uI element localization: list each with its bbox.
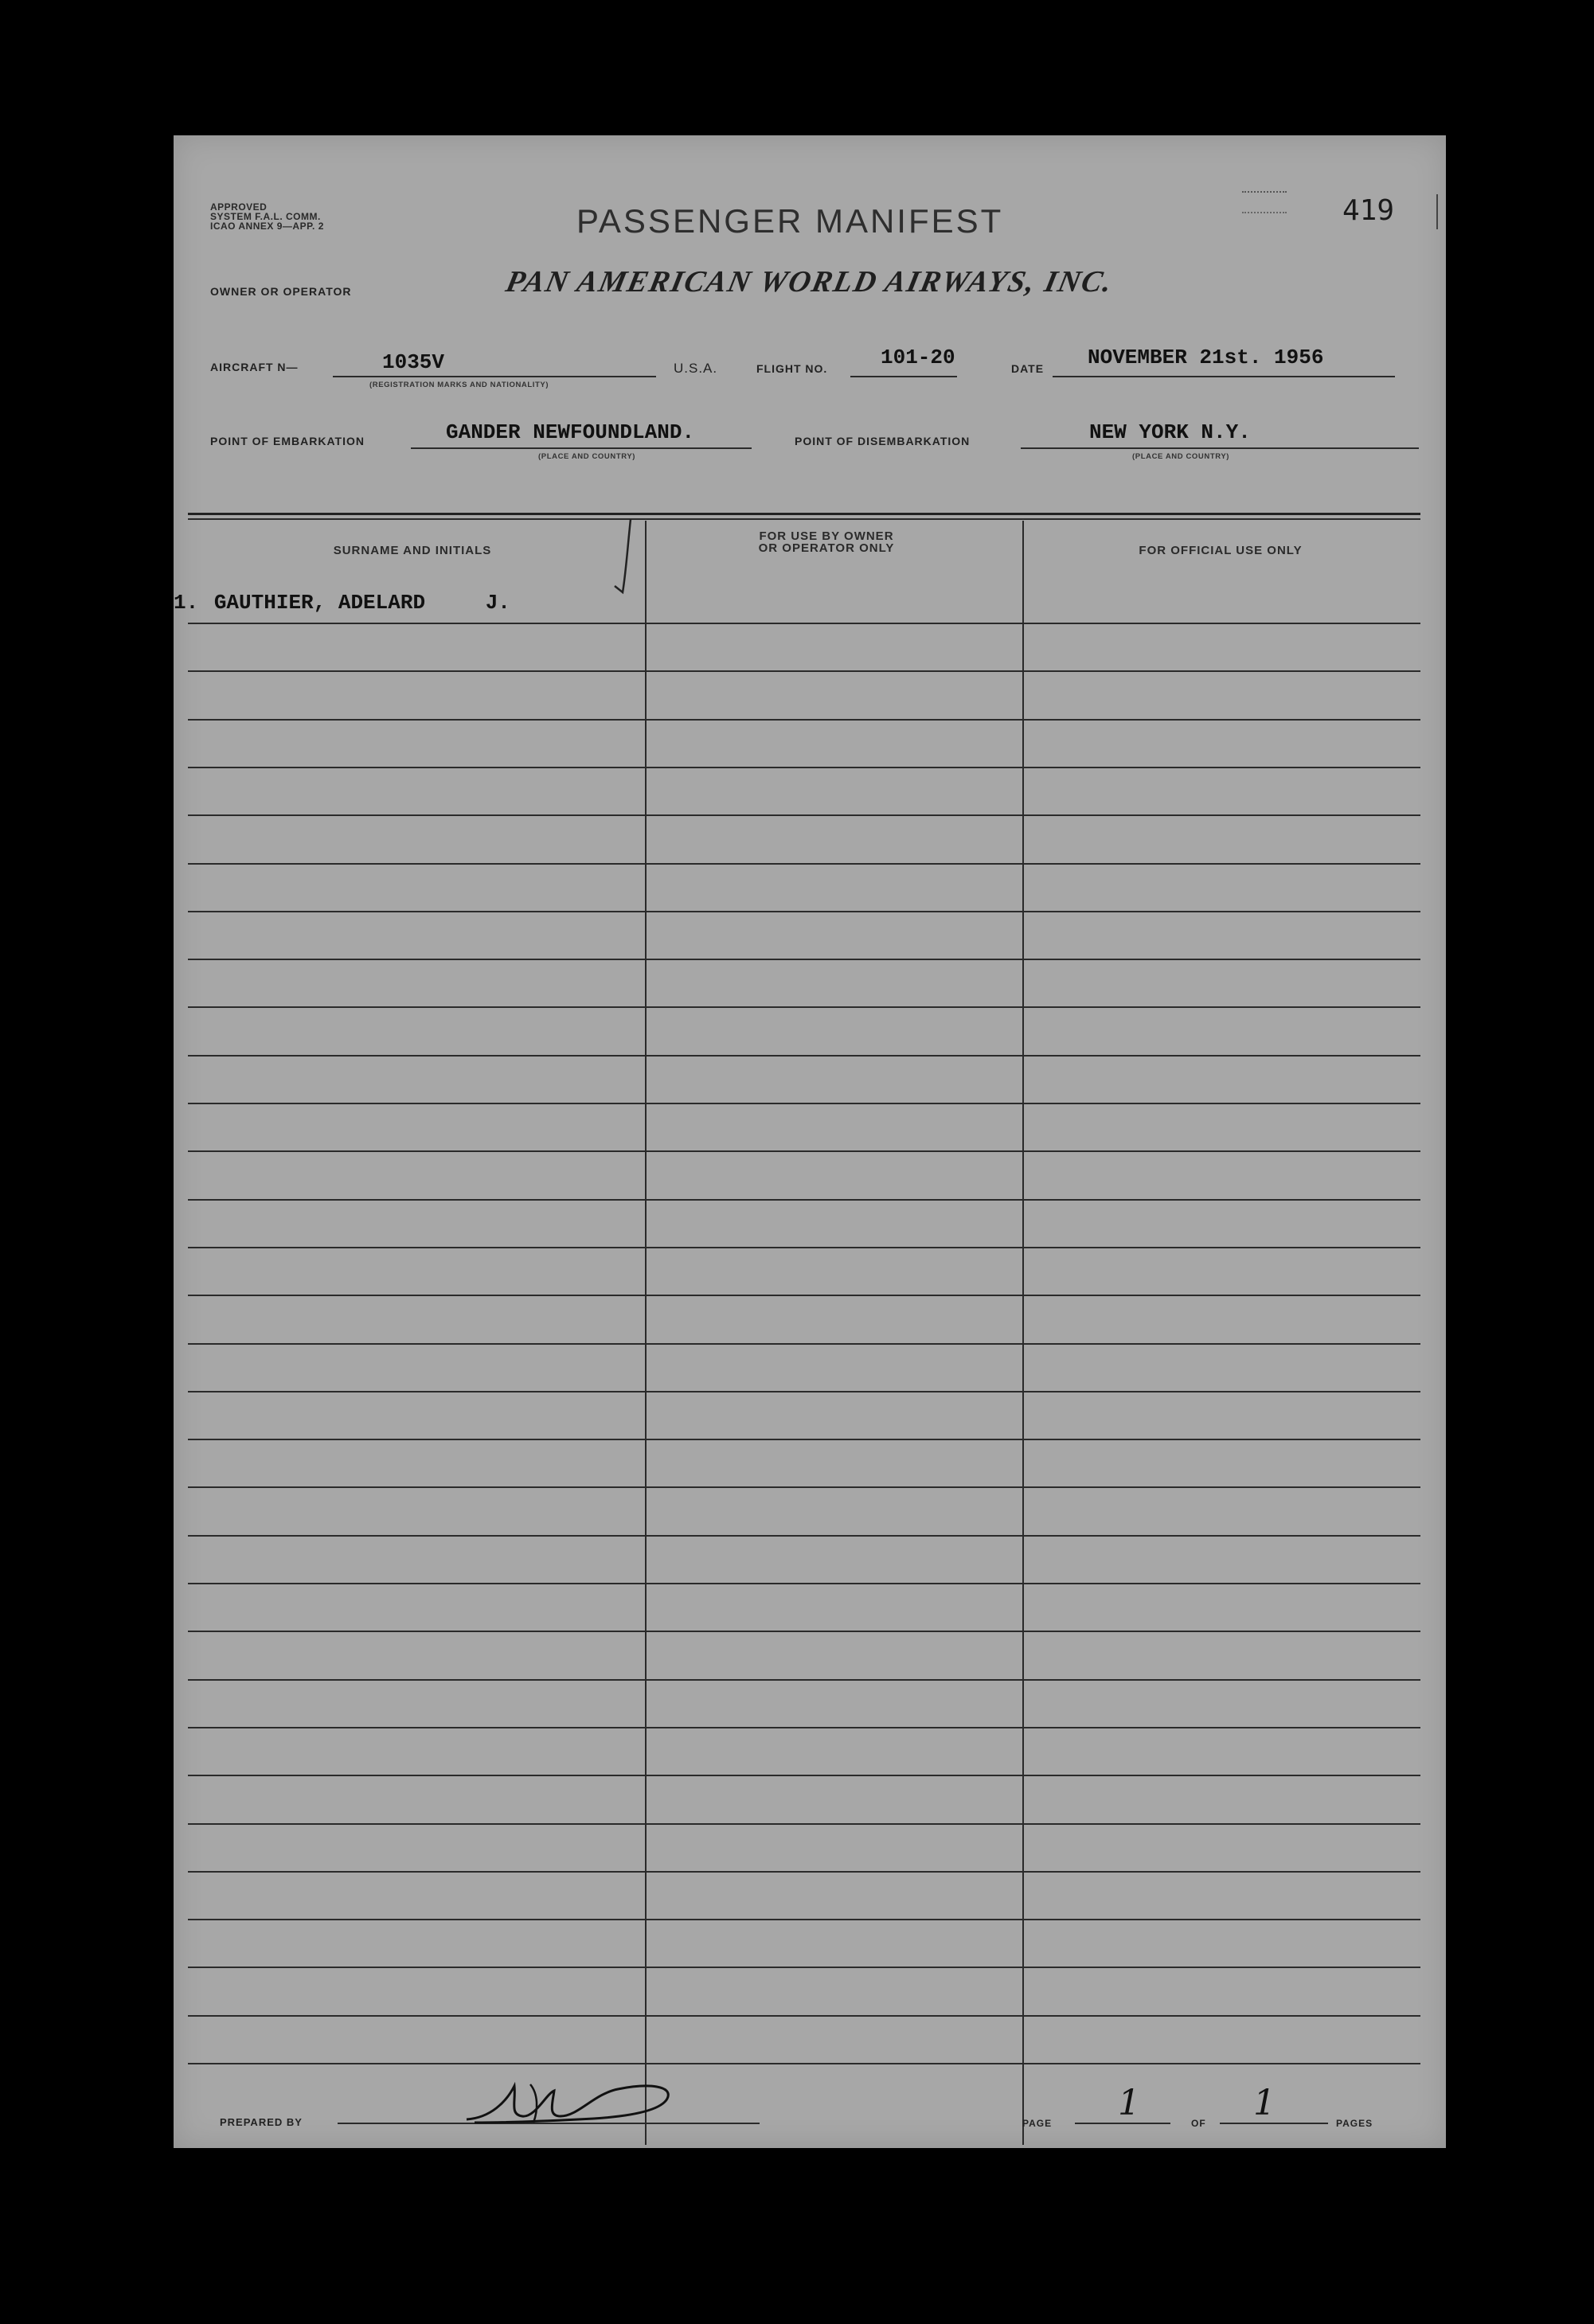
column-header-owner-use-line-1: FOR USE BY OWNER	[759, 529, 894, 543]
of-value: 1	[1253, 2083, 1276, 2123]
table-row-rule	[188, 1679, 1420, 1681]
embarkation-label: POINT OF EMBARKATION	[210, 435, 365, 447]
date-underline	[1053, 376, 1395, 377]
aircraft-value: 1035V	[382, 350, 445, 374]
passenger-number: 1.	[174, 591, 199, 615]
embarkation-value: GANDER NEWFOUNDLAND.	[446, 420, 695, 444]
table-row-rule	[188, 1631, 1420, 1632]
table-row-rule	[188, 2015, 1420, 2017]
column-divider-1	[645, 521, 647, 2145]
page-edge-mark	[1436, 194, 1438, 229]
table-row-rule	[188, 767, 1420, 768]
check-mark-icon	[604, 518, 635, 597]
disembarkation-label: POINT OF DISEMBARKATION	[795, 435, 971, 447]
signature	[459, 2070, 690, 2134]
table-row-rule	[188, 670, 1420, 672]
aircraft-underline	[333, 376, 656, 377]
of-label: OF	[1191, 2118, 1206, 2129]
table-row-rule	[188, 1343, 1420, 1345]
table-top-rule	[188, 513, 1420, 515]
passenger-row-1	[174, 591, 510, 615]
table-row-rule	[188, 1919, 1420, 1920]
table-row-rule	[188, 1199, 1420, 1201]
flight-label: FLIGHT NO.	[756, 362, 828, 375]
table-row-rule	[188, 1486, 1420, 1488]
page-number-stamp: 419	[1342, 194, 1395, 227]
table-row-rule	[188, 1871, 1420, 1873]
table-top-rule-2	[188, 518, 1420, 520]
faint-stamp-mark	[1242, 191, 1287, 213]
approval-block	[210, 202, 324, 231]
approval-line-3: ICAO ANNEX 9—APP. 2	[210, 221, 324, 232]
owner-value: PAN AMERICAN WORLD AIRWAYS, INC.	[502, 265, 1117, 299]
table-row-rule	[188, 1775, 1420, 1776]
embarkation-underline	[411, 447, 752, 449]
date-label: DATE	[1011, 362, 1045, 375]
table-row-rule	[188, 1295, 1420, 1296]
embarkation-sublabel: (PLACE AND COUNTRY)	[538, 452, 636, 461]
disembarkation-underline	[1021, 447, 1419, 449]
table-row-rule	[188, 1583, 1420, 1584]
flight-underline	[850, 376, 957, 377]
disembarkation-sublabel: (PLACE AND COUNTRY)	[1132, 452, 1230, 461]
country-label: U.S.A.	[674, 361, 718, 376]
prepared-by-label: PREPARED BY	[220, 2116, 303, 2128]
passenger-initial: J.	[485, 591, 510, 615]
approval-line-1: APPROVED	[210, 201, 268, 213]
manifest-sheet	[174, 135, 1446, 2148]
flight-value: 101-20	[881, 346, 955, 369]
column-header-owner-use	[651, 530, 1002, 554]
table-row-rule	[188, 1823, 1420, 1825]
column-header-official: FOR OFFICIAL USE ONLY	[1139, 544, 1303, 557]
table-row-rule	[188, 623, 1420, 624]
table-row-rule	[188, 1150, 1420, 1152]
disembarkation-value: NEW YORK N.Y.	[1089, 420, 1251, 444]
page-label: PAGE	[1022, 2118, 1053, 2129]
page-value: 1	[1118, 2083, 1140, 2123]
table-row-rule	[188, 814, 1420, 816]
approval-line-2: SYSTEM F.A.L. COMM.	[210, 211, 321, 222]
aircraft-sublabel: (REGISTRATION MARKS AND NATIONALITY)	[369, 381, 549, 389]
passenger-name: GAUTHIER, ADELARD	[213, 591, 426, 615]
table-row-rule	[188, 1439, 1420, 1440]
table-row-rule	[188, 1103, 1420, 1104]
column-divider-2	[1022, 521, 1024, 2145]
aircraft-label: AIRCRAFT N—	[210, 361, 299, 373]
table-row-rule	[188, 1055, 1420, 1057]
table-row-rule	[188, 2063, 1420, 2064]
pages-label: PAGES	[1336, 2118, 1373, 2129]
table-row-rule	[188, 1535, 1420, 1537]
table-row-rule	[188, 911, 1420, 912]
owner-label: OWNER OR OPERATOR	[210, 285, 352, 298]
column-header-owner-use-line-2: OR OPERATOR ONLY	[758, 541, 895, 555]
table-row-rule	[188, 719, 1420, 721]
table-row-rule	[188, 863, 1420, 865]
date-value: NOVEMBER 21st. 1956	[1088, 346, 1324, 369]
column-header-surname: SURNAME AND INITIALS	[333, 544, 492, 557]
table-row-rule	[188, 1727, 1420, 1728]
table-row-rule	[188, 1247, 1420, 1248]
table-row-rule	[188, 1006, 1420, 1008]
page-title: PASSENGER MANIFEST	[576, 202, 1004, 240]
table-row-rule	[188, 959, 1420, 960]
table-row-rule	[188, 1967, 1420, 1968]
table-row-rule	[188, 1391, 1420, 1392]
